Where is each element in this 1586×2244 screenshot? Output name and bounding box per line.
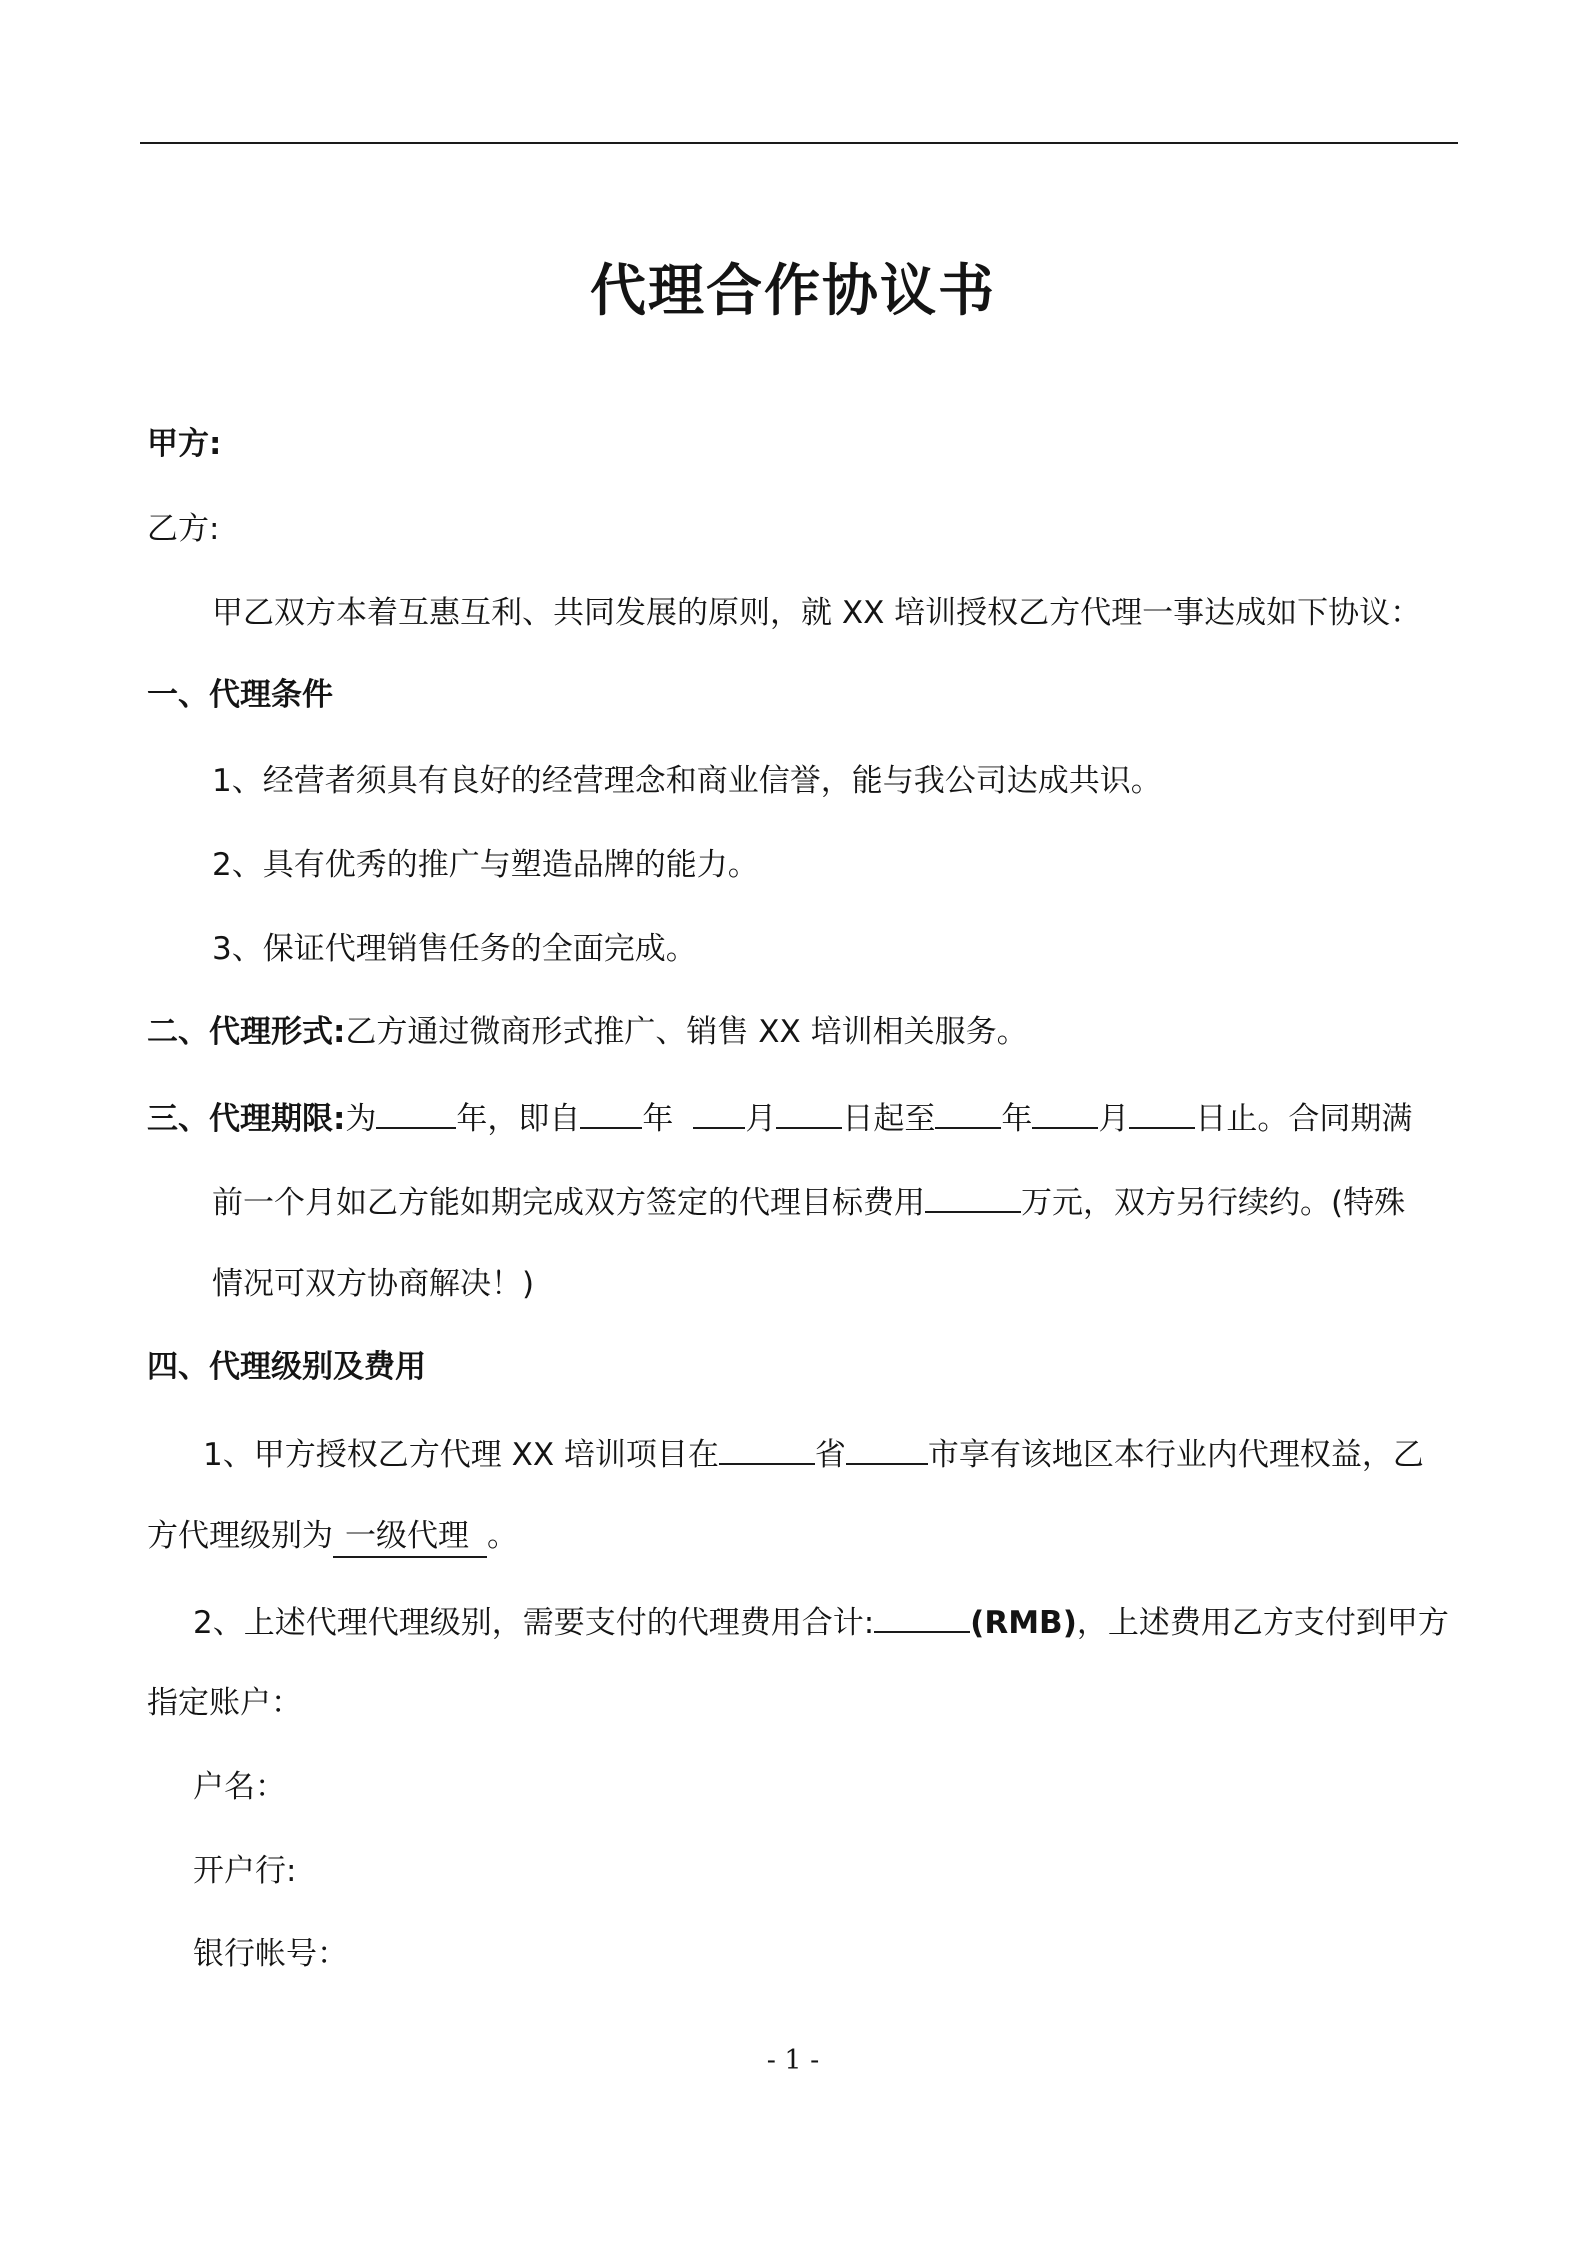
section-3-text: 日起至: [842, 1101, 936, 1137]
section-4-text: ，上述费用乙方支付到甲方: [1076, 1605, 1449, 1641]
section-3-line-1: [147, 1093, 1412, 1139]
section-3-text: 年，即自: [456, 1101, 581, 1137]
city-blank: [846, 1429, 928, 1465]
section-4-text: 。: [487, 1518, 518, 1554]
start-day-blank: [776, 1093, 842, 1129]
end-month-blank: [1032, 1093, 1098, 1129]
section-4-item-1-line-1: [203, 1429, 1424, 1475]
section-1-item-2: 2、具有优秀的推广与塑造品牌的能力。: [212, 847, 759, 883]
term-years-blank: [376, 1093, 456, 1129]
header-rule: [140, 142, 1458, 144]
section-4-item-1-line-2: [147, 1513, 518, 1559]
start-year-blank: [580, 1093, 642, 1129]
section-4-text: 方代理级别为: [147, 1518, 333, 1554]
end-year-blank: [935, 1093, 1001, 1129]
section-4-item-2-line-1: [193, 1597, 1449, 1643]
section-2: [147, 1009, 1028, 1055]
target-fee-blank: [925, 1177, 1021, 1213]
section-4-text: 2、上述代理代理级别，需要支付的代理费用合计:: [193, 1605, 875, 1641]
party-a-label: 甲方:: [147, 426, 222, 462]
section-3-text: 万元，双方另行续约。(特殊: [1021, 1185, 1406, 1221]
section-4-text: 市享有该地区本行业内代理权益，乙: [927, 1437, 1424, 1473]
section-3-text: 年: [642, 1101, 674, 1137]
province-blank: [719, 1429, 815, 1465]
account-number-label: 银行帐号：: [193, 1936, 348, 1972]
section-4-item-2-line-2: 指定账户：: [147, 1685, 302, 1721]
rmb-unit: (RMB): [970, 1605, 1077, 1641]
section-3-line-3: 情况可双方协商解决！): [212, 1266, 535, 1302]
agent-level-value: 一级代理: [333, 1516, 487, 1558]
page-number: - 1 -: [766, 2045, 820, 2076]
section-1-item-3: 3、保证代理销售任务的全面完成。: [212, 931, 697, 967]
party-b-label: 乙方:: [147, 511, 220, 547]
section-3-text: 为: [345, 1101, 377, 1137]
section-2-text: 乙方通过微商形式推广、销售 XX 培训相关服务。: [345, 1014, 1028, 1050]
section-3-heading: 三、代理期限:: [147, 1101, 346, 1137]
section-4-heading: 四、代理级别及费用: [147, 1349, 426, 1385]
section-3-text: 月: [745, 1101, 777, 1137]
document-title: 代理合作协议书: [590, 259, 996, 324]
fee-amount-blank: [874, 1597, 970, 1633]
section-3-line-2: [212, 1177, 1405, 1223]
intro-paragraph: 甲乙双方本着互惠互利、共同发展的原则，就 XX 培训授权乙方代理一事达成如下协议：: [212, 595, 1422, 631]
bank-label: 开户行:: [193, 1853, 297, 1889]
account-name-label: 户名：: [193, 1769, 286, 1805]
end-day-blank: [1129, 1093, 1195, 1129]
section-3-text: 日止。合同期满: [1195, 1101, 1413, 1137]
section-4-text: 省: [814, 1437, 846, 1473]
section-2-heading: 二、代理形式:: [147, 1014, 346, 1050]
start-month-blank: [693, 1093, 745, 1129]
section-3-text: 月: [1098, 1101, 1130, 1137]
section-1-item-1: 1、经营者须具有良好的经营理念和商业信誉，能与我公司达成共识。: [212, 763, 1162, 799]
section-3-text: 年: [1001, 1101, 1033, 1137]
section-1-heading: 一、代理条件: [147, 677, 333, 713]
section-4-text: 1、甲方授权乙方代理 XX 培训项目在: [203, 1437, 719, 1473]
section-3-text: 前一个月如乙方能如期完成双方签定的代理目标费用: [212, 1185, 925, 1221]
